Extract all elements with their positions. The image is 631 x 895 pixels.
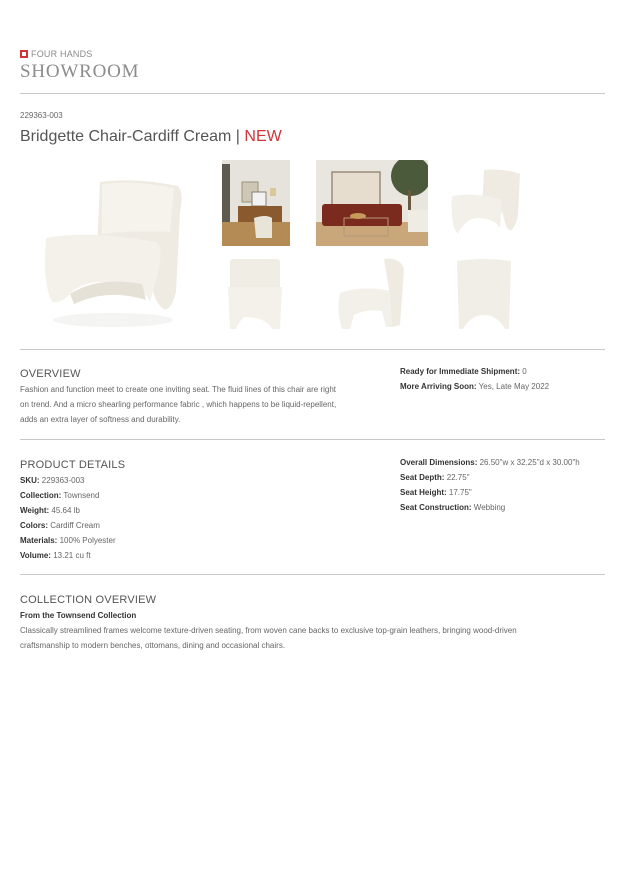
- detail-seat-height: Seat Height: 17.75": [400, 488, 472, 497]
- brand-name: FOUR HANDS: [31, 49, 93, 59]
- detail-sku: SKU: 229363-003: [20, 476, 85, 485]
- product-title: [20, 128, 282, 146]
- chair-three-quarter-image[interactable]: [446, 166, 526, 244]
- overview-line: Fashion and function meet to create one inviting seat. The fluid lines of this chair are right: [20, 385, 337, 394]
- title-separator: |: [231, 128, 245, 145]
- collection-description: [20, 623, 620, 653]
- lifestyle-image-red-sofa[interactable]: [316, 160, 428, 246]
- brand-showroom: SHOWROOM: [20, 61, 140, 82]
- main-chair-image: [38, 172, 188, 332]
- product-name: Bridgette Chair-Cardiff Cream: [20, 128, 232, 145]
- detail-weight: Weight: 45.64 lb: [20, 506, 80, 515]
- detail-seat-depth: Seat Depth: 22.75": [400, 473, 470, 482]
- collection-subheading: From the Townsend Collection: [20, 611, 137, 620]
- detail-collection: Collection: Townsend: [20, 491, 100, 500]
- divider: [20, 349, 605, 350]
- overview-description: [20, 382, 390, 427]
- detail-seat-construction: Seat Construction: Webbing: [400, 503, 506, 512]
- overview-heading: OVERVIEW: [20, 368, 81, 380]
- logo-square-icon: [20, 50, 28, 58]
- product-details-left: [20, 473, 116, 563]
- detail-colors: Colors: Cardiff Cream: [20, 521, 100, 530]
- ready-shipment: Ready for Immediate Shipment: 0: [400, 367, 527, 376]
- detail-volume: Volume: 13.21 cu ft: [20, 551, 91, 560]
- product-details-heading: PRODUCT DETAILS: [20, 459, 126, 471]
- overview-line: adds an extra layer of softness and durability.: [20, 415, 181, 424]
- brand-logo: [20, 49, 93, 59]
- product-details-right: [400, 455, 580, 515]
- collection-line: Classically streamlined frames welcome texture-driven seating, from woven cane backs to exclusive top-grain leathers, bringing wood-driven: [20, 626, 517, 635]
- overview-line: on trend. And a micro shearling performance fabric , which happens to be liquid-repellent,: [20, 400, 337, 409]
- chair-back-image[interactable]: [453, 257, 515, 333]
- more-arriving: More Arriving Soon: Yes, Late May 2022: [400, 382, 550, 391]
- availability-info: [400, 364, 549, 394]
- detail-materials: Materials: 100% Polyester: [20, 536, 116, 545]
- divider: [20, 439, 605, 440]
- divider: [20, 574, 605, 575]
- collection-overview-heading: COLLECTION OVERVIEW: [20, 594, 157, 606]
- detail-overall-dimensions: Overall Dimensions: 26.50"w x 32.25"d x 30.00"h: [400, 458, 580, 467]
- collection-line: craftsmanship to modern benches, ottomans, dining and occasional chairs.: [20, 641, 286, 650]
- new-badge: NEW: [244, 128, 282, 145]
- chair-front-image[interactable]: [226, 255, 284, 333]
- product-sku: 229363-003: [20, 111, 63, 120]
- lifestyle-image-sideboard[interactable]: [222, 160, 290, 246]
- divider: [20, 93, 605, 94]
- chair-side-image[interactable]: [334, 255, 410, 333]
